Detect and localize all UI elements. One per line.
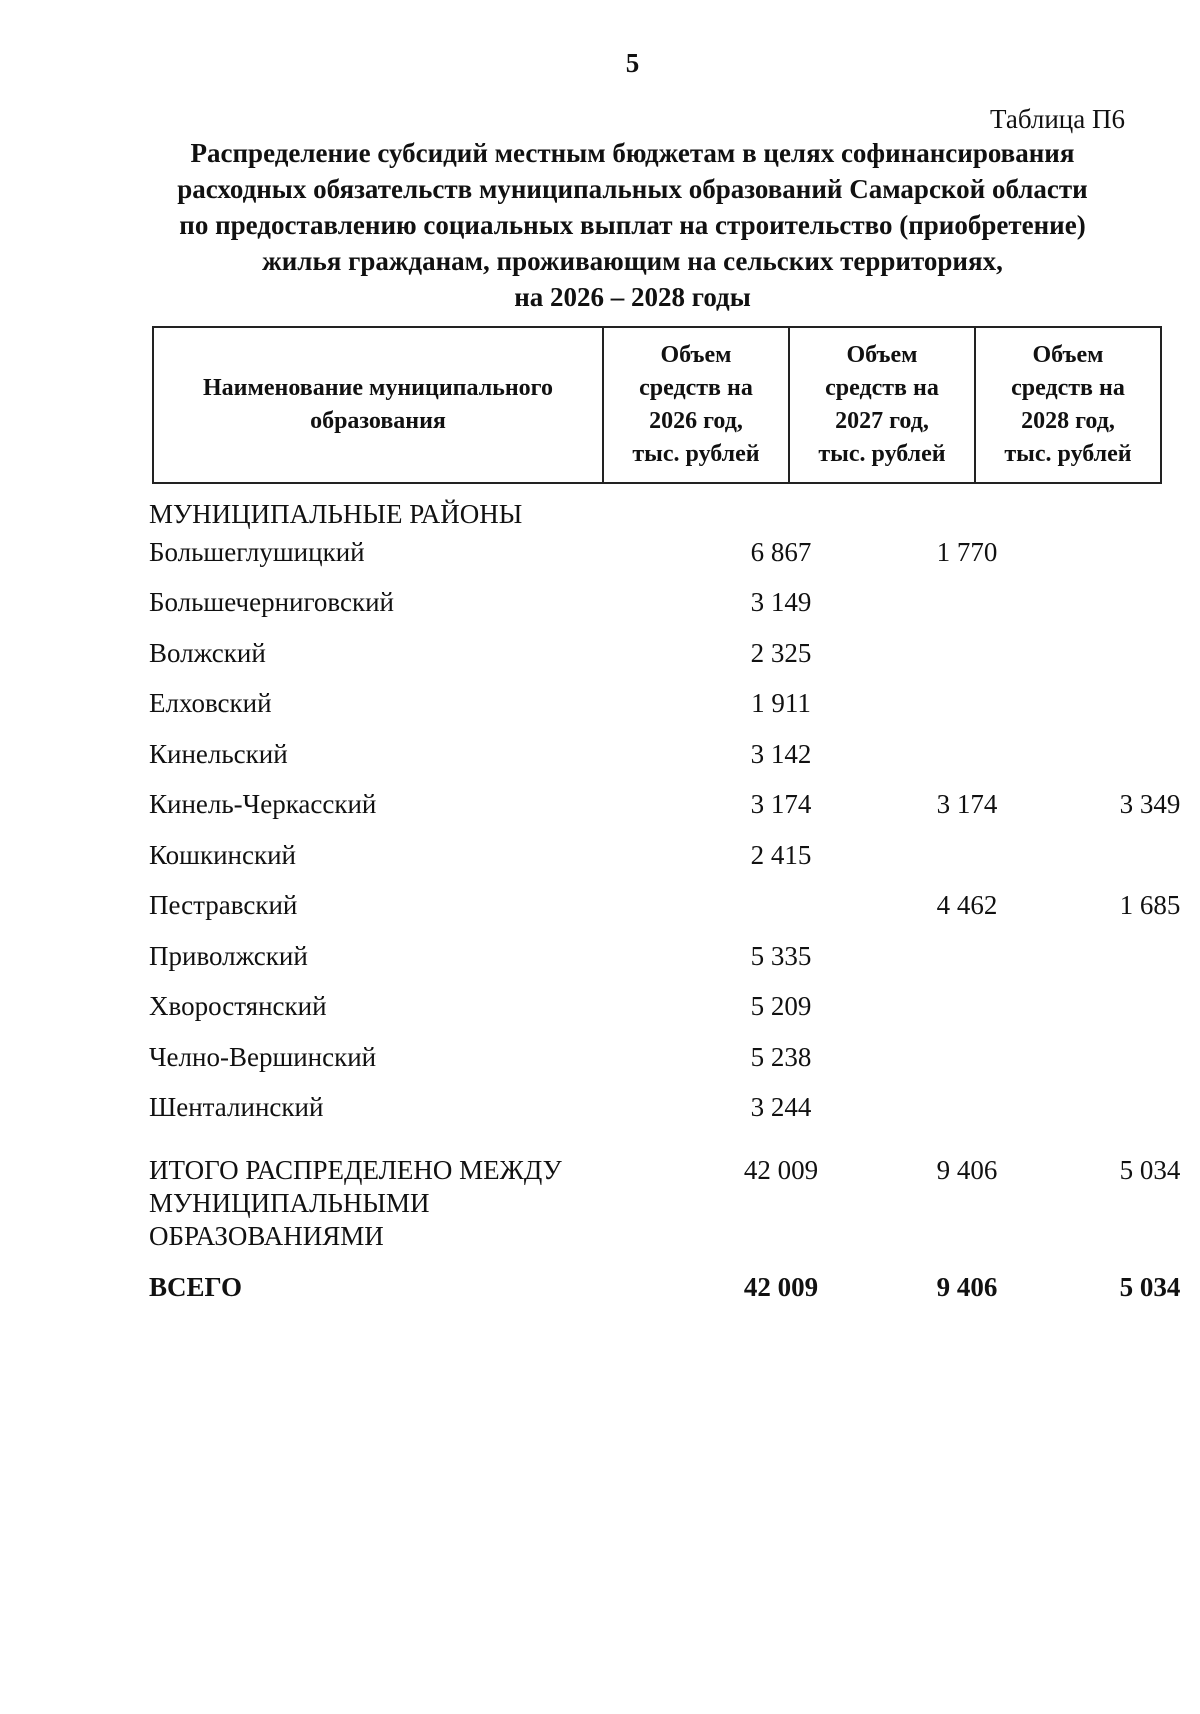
total-name: ВСЕГО xyxy=(149,1272,243,1302)
row-name: Челно-Вершинский xyxy=(149,1042,377,1072)
row-value-2027: 3 174 xyxy=(936,789,998,819)
row-value-2026: 3 174 xyxy=(750,789,812,819)
row-name: Шенталинский xyxy=(149,1092,324,1122)
row-value-2026: 5 209 xyxy=(750,991,812,1021)
row-value-2026: 6 867 xyxy=(750,537,812,567)
row-name: Волжский xyxy=(149,638,266,668)
row-value-2028: 3 349 xyxy=(1119,789,1181,819)
row-name: Кинельский xyxy=(149,739,288,769)
title-line: Распределение субсидий местным бюджетам в целях софинансирования xyxy=(190,138,1075,168)
total-2026: 42 009 xyxy=(743,1272,819,1302)
row-name: Большечерниговский xyxy=(149,587,394,617)
header-name: Наименование муниципального образования xyxy=(153,327,603,483)
title-line: по предоставлению социальных выплат на строительство (приобретение) xyxy=(179,210,1086,240)
row-name: Елховский xyxy=(149,688,272,718)
title-line: жилья гражданам, проживающим на сельских территориях, xyxy=(262,246,1003,276)
row-value-2026: 2 415 xyxy=(750,840,812,870)
title-line: расходных обязательств муниципальных образований Самарской области xyxy=(177,174,1088,204)
row-value-2026: 3 244 xyxy=(750,1092,812,1122)
table-header xyxy=(152,326,1162,484)
document-title xyxy=(130,135,1135,315)
row-name: Хворостянский xyxy=(149,991,327,1021)
title-line: на 2026 – 2028 годы xyxy=(514,282,751,312)
row-value-2026: 1 911 xyxy=(751,688,811,718)
row-value-2026: 5 335 xyxy=(750,941,812,971)
row-value-2027: 1 770 xyxy=(936,537,998,567)
row-value-2026: 2 325 xyxy=(750,638,812,668)
page-number: 5 xyxy=(625,48,640,78)
row-name: Кошкинский xyxy=(149,840,296,870)
row-name: Приволжский xyxy=(149,941,308,971)
row-name: Большеглушицкий xyxy=(149,537,365,567)
subtotal-name: ИТОГО РАСПРЕДЕЛЕНО МЕЖДУ МУНИЦИПАЛЬНЫМИ ОБРАЗОВАНИЯМИ xyxy=(149,1155,562,1251)
total-2028: 5 034 xyxy=(1119,1272,1181,1302)
row-value-2027: 4 462 xyxy=(936,890,998,920)
subtotal-2027: 9 406 xyxy=(936,1155,998,1185)
header-2026: Объем средств на 2026 год, тыс. рублей xyxy=(603,327,789,483)
row-value-2028: 1 685 xyxy=(1119,890,1181,920)
row-value-2026: 3 142 xyxy=(750,739,812,769)
row-name: Кинель-Черкасский xyxy=(149,789,377,819)
table-caption: Таблица П6 xyxy=(990,104,1125,134)
subtotal-2026: 42 009 xyxy=(743,1155,819,1185)
total-2027: 9 406 xyxy=(936,1272,998,1302)
row-name: Пестравский xyxy=(149,890,298,920)
row-value-2026: 5 238 xyxy=(750,1042,812,1072)
header-2028: Объем средств на 2028 год, тыс. рублей xyxy=(975,327,1161,483)
subtotal-2028: 5 034 xyxy=(1119,1155,1181,1185)
row-value-2026: 3 149 xyxy=(750,587,812,617)
header-2027: Объем средств на 2027 год, тыс. рублей xyxy=(789,327,975,483)
section-title: МУНИЦИПАЛЬНЫЕ РАЙОНЫ xyxy=(149,499,523,529)
